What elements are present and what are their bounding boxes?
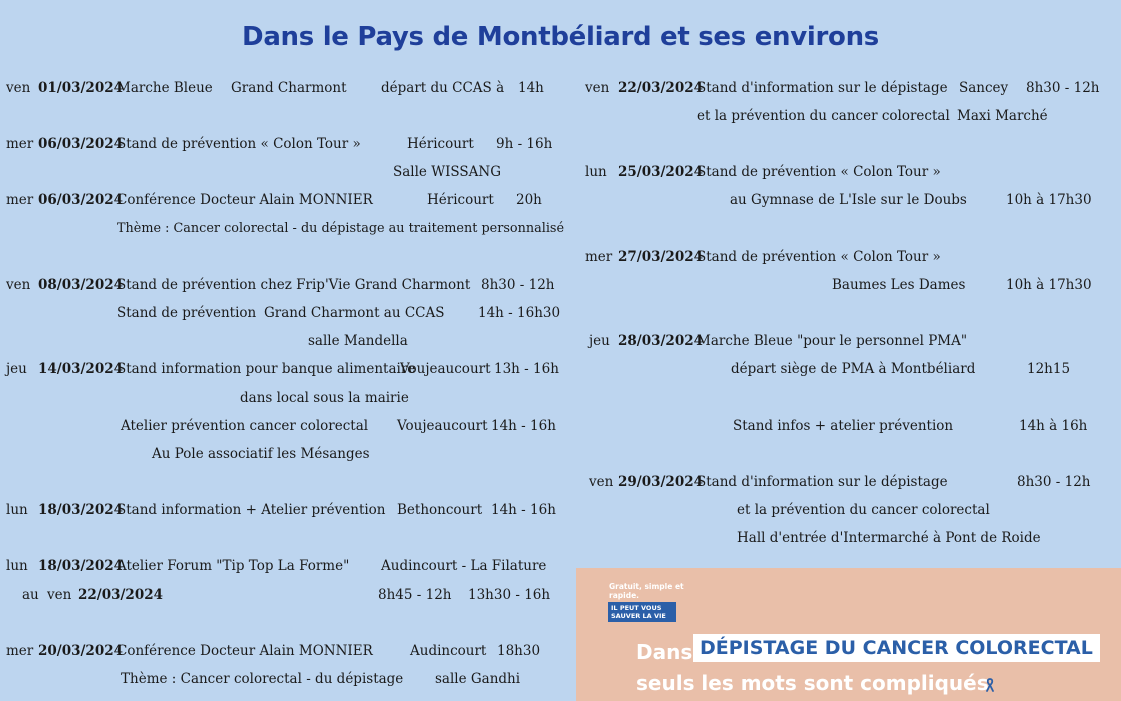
event-date: 27/03/2024 bbox=[618, 249, 704, 265]
event-place: Maxi Marché bbox=[957, 108, 1048, 124]
event-day: jeu bbox=[6, 361, 27, 377]
event-date: 01/03/2024 bbox=[38, 80, 124, 96]
event-day: ven bbox=[589, 474, 614, 490]
event-title: Stand d'information sur le dépistage bbox=[697, 474, 948, 490]
event-title: Conférence Docteur Alain MONNIER bbox=[117, 192, 373, 208]
event-place: Grand Charmont bbox=[231, 80, 347, 96]
event-title: Stand information pour banque alimentaire bbox=[117, 361, 416, 377]
event-time: 10h à 17h30 bbox=[1006, 192, 1092, 208]
event-time: 20h bbox=[516, 192, 542, 208]
event-date: 25/03/2024 bbox=[618, 164, 704, 180]
event-time: 14h bbox=[518, 80, 544, 96]
event-date: 22/03/2024 bbox=[618, 80, 704, 96]
event-time: 12h15 bbox=[1027, 361, 1071, 377]
event-title: Marche Bleue bbox=[117, 80, 213, 96]
event-time: 13h - 16h bbox=[494, 361, 559, 377]
event-date: 14/03/2024 bbox=[38, 361, 124, 377]
event-place: Voujeaucourt bbox=[400, 361, 491, 377]
event-place: Grand Charmont au CCAS bbox=[264, 305, 445, 321]
event-day: lun bbox=[6, 502, 28, 518]
event-time: 8h30 - 12h bbox=[1017, 474, 1091, 490]
event-place: Baumes Les Dames bbox=[832, 277, 966, 293]
event-time: 14h - 16h bbox=[491, 502, 556, 518]
event-detail: Stand infos + atelier prévention bbox=[733, 418, 954, 434]
event-time: 8h30 - 12h bbox=[481, 277, 555, 293]
event-place: au Gymnase de L'Isle sur le Doubs bbox=[730, 192, 967, 208]
event-day: jeu bbox=[589, 333, 610, 349]
event-title: Stand information + Atelier prévention bbox=[117, 502, 386, 518]
event-day: mer bbox=[6, 136, 34, 152]
event-date: 06/03/2024 bbox=[38, 192, 124, 208]
event-day: ven bbox=[6, 277, 31, 293]
event-place: Bethoncourt bbox=[397, 502, 483, 518]
event-place: Héricourt bbox=[427, 192, 494, 208]
event-title: Marche Bleue "pour le personnel PMA" bbox=[697, 333, 968, 349]
event-time: 10h à 17h30 bbox=[1006, 277, 1092, 293]
event-place: salle Gandhi bbox=[435, 671, 521, 687]
event-date: 22/03/2024 bbox=[78, 587, 164, 603]
event-detail: Salle WISSANG bbox=[393, 164, 502, 180]
event-time: 9h - 16h bbox=[496, 136, 553, 152]
page-title: Dans le Pays de Montbéliard et ses environs bbox=[242, 22, 879, 52]
event-day: lun bbox=[6, 558, 28, 574]
event-place: Sancey bbox=[959, 80, 1009, 96]
event-day: mer bbox=[585, 249, 613, 265]
event-day: mer bbox=[6, 192, 34, 208]
event-time: 8h45 - 12h bbox=[378, 587, 452, 603]
banner-dans: Dans bbox=[636, 640, 693, 664]
event-title: Stand d'information sur le dépistage bbox=[697, 80, 948, 96]
event-place: Hall d'entrée d'Intermarché à Pont de Roide bbox=[737, 530, 1041, 546]
event-detail: Au Pole associatif les Mésanges bbox=[152, 446, 370, 462]
ribbon-icon bbox=[985, 678, 995, 692]
event-time: 18h30 bbox=[497, 643, 541, 659]
event-day: mer bbox=[6, 643, 34, 659]
banner-highlight: DÉPISTAGE DU CANCER COLORECTAL bbox=[693, 634, 1100, 662]
screening-banner bbox=[576, 568, 1121, 701]
event-day: lun bbox=[585, 164, 607, 180]
event-detail: et la prévention du cancer colorectal bbox=[737, 502, 990, 518]
event-time: 14h - 16h bbox=[491, 418, 556, 434]
event-place: Héricourt bbox=[407, 136, 474, 152]
event-detail: au bbox=[22, 587, 39, 603]
event-place: Voujeaucourt bbox=[397, 418, 488, 434]
banner-tagline: Gratuit, simple et rapide. bbox=[609, 582, 684, 600]
event-detail: salle Mandella bbox=[308, 333, 408, 349]
event-date: 20/03/2024 bbox=[38, 643, 124, 659]
banner-pill: IL PEUT VOUS SAUVER LA VIE bbox=[608, 602, 676, 622]
event-date: 08/03/2024 bbox=[38, 277, 124, 293]
banner-subtitle: seuls les mots sont compliqués bbox=[636, 671, 989, 695]
event-detail: Thème : Cancer colorectal - du dépistage au traitement personnalisé bbox=[117, 221, 565, 236]
event-time: 14h à 16h bbox=[1019, 418, 1088, 434]
event-place: départ siège de PMA à Montbéliard bbox=[731, 361, 976, 377]
event-day: ven bbox=[585, 80, 610, 96]
event-title: Atelier prévention cancer colorectal bbox=[121, 418, 369, 434]
event-date: 28/03/2024 bbox=[618, 333, 704, 349]
event-detail: et la prévention du cancer colorectal bbox=[697, 108, 950, 124]
event-place: Audincourt - La Filature bbox=[381, 558, 547, 574]
event-date: 29/03/2024 bbox=[618, 474, 704, 490]
event-title: Stand de prévention « Colon Tour » bbox=[697, 164, 941, 180]
event-title: Stand de prévention chez Frip'Vie Grand Charmont bbox=[117, 277, 471, 293]
event-title: Stand de prévention « Colon Tour » bbox=[117, 136, 361, 152]
event-date: 18/03/2024 bbox=[38, 502, 124, 518]
event-time: 8h30 - 12h bbox=[1026, 80, 1100, 96]
event-place: Audincourt bbox=[410, 643, 487, 659]
event-day: ven bbox=[6, 80, 31, 96]
event-detail: départ du CCAS à bbox=[381, 80, 505, 96]
event-time: 13h30 - 16h bbox=[468, 587, 551, 603]
event-date: 18/03/2024 bbox=[38, 558, 124, 574]
event-title: Stand de prévention « Colon Tour » bbox=[697, 249, 941, 265]
event-title: Conférence Docteur Alain MONNIER bbox=[117, 643, 373, 659]
event-title: Stand de prévention bbox=[117, 305, 257, 321]
event-date: 06/03/2024 bbox=[38, 136, 124, 152]
event-time: 14h - 16h30 bbox=[478, 305, 561, 321]
event-title: Atelier Forum "Tip Top La Forme" bbox=[117, 558, 350, 574]
event-day: ven bbox=[47, 587, 72, 603]
event-detail: Thème : Cancer colorectal - du dépistage bbox=[121, 671, 404, 687]
event-detail: dans local sous la mairie bbox=[240, 390, 409, 406]
